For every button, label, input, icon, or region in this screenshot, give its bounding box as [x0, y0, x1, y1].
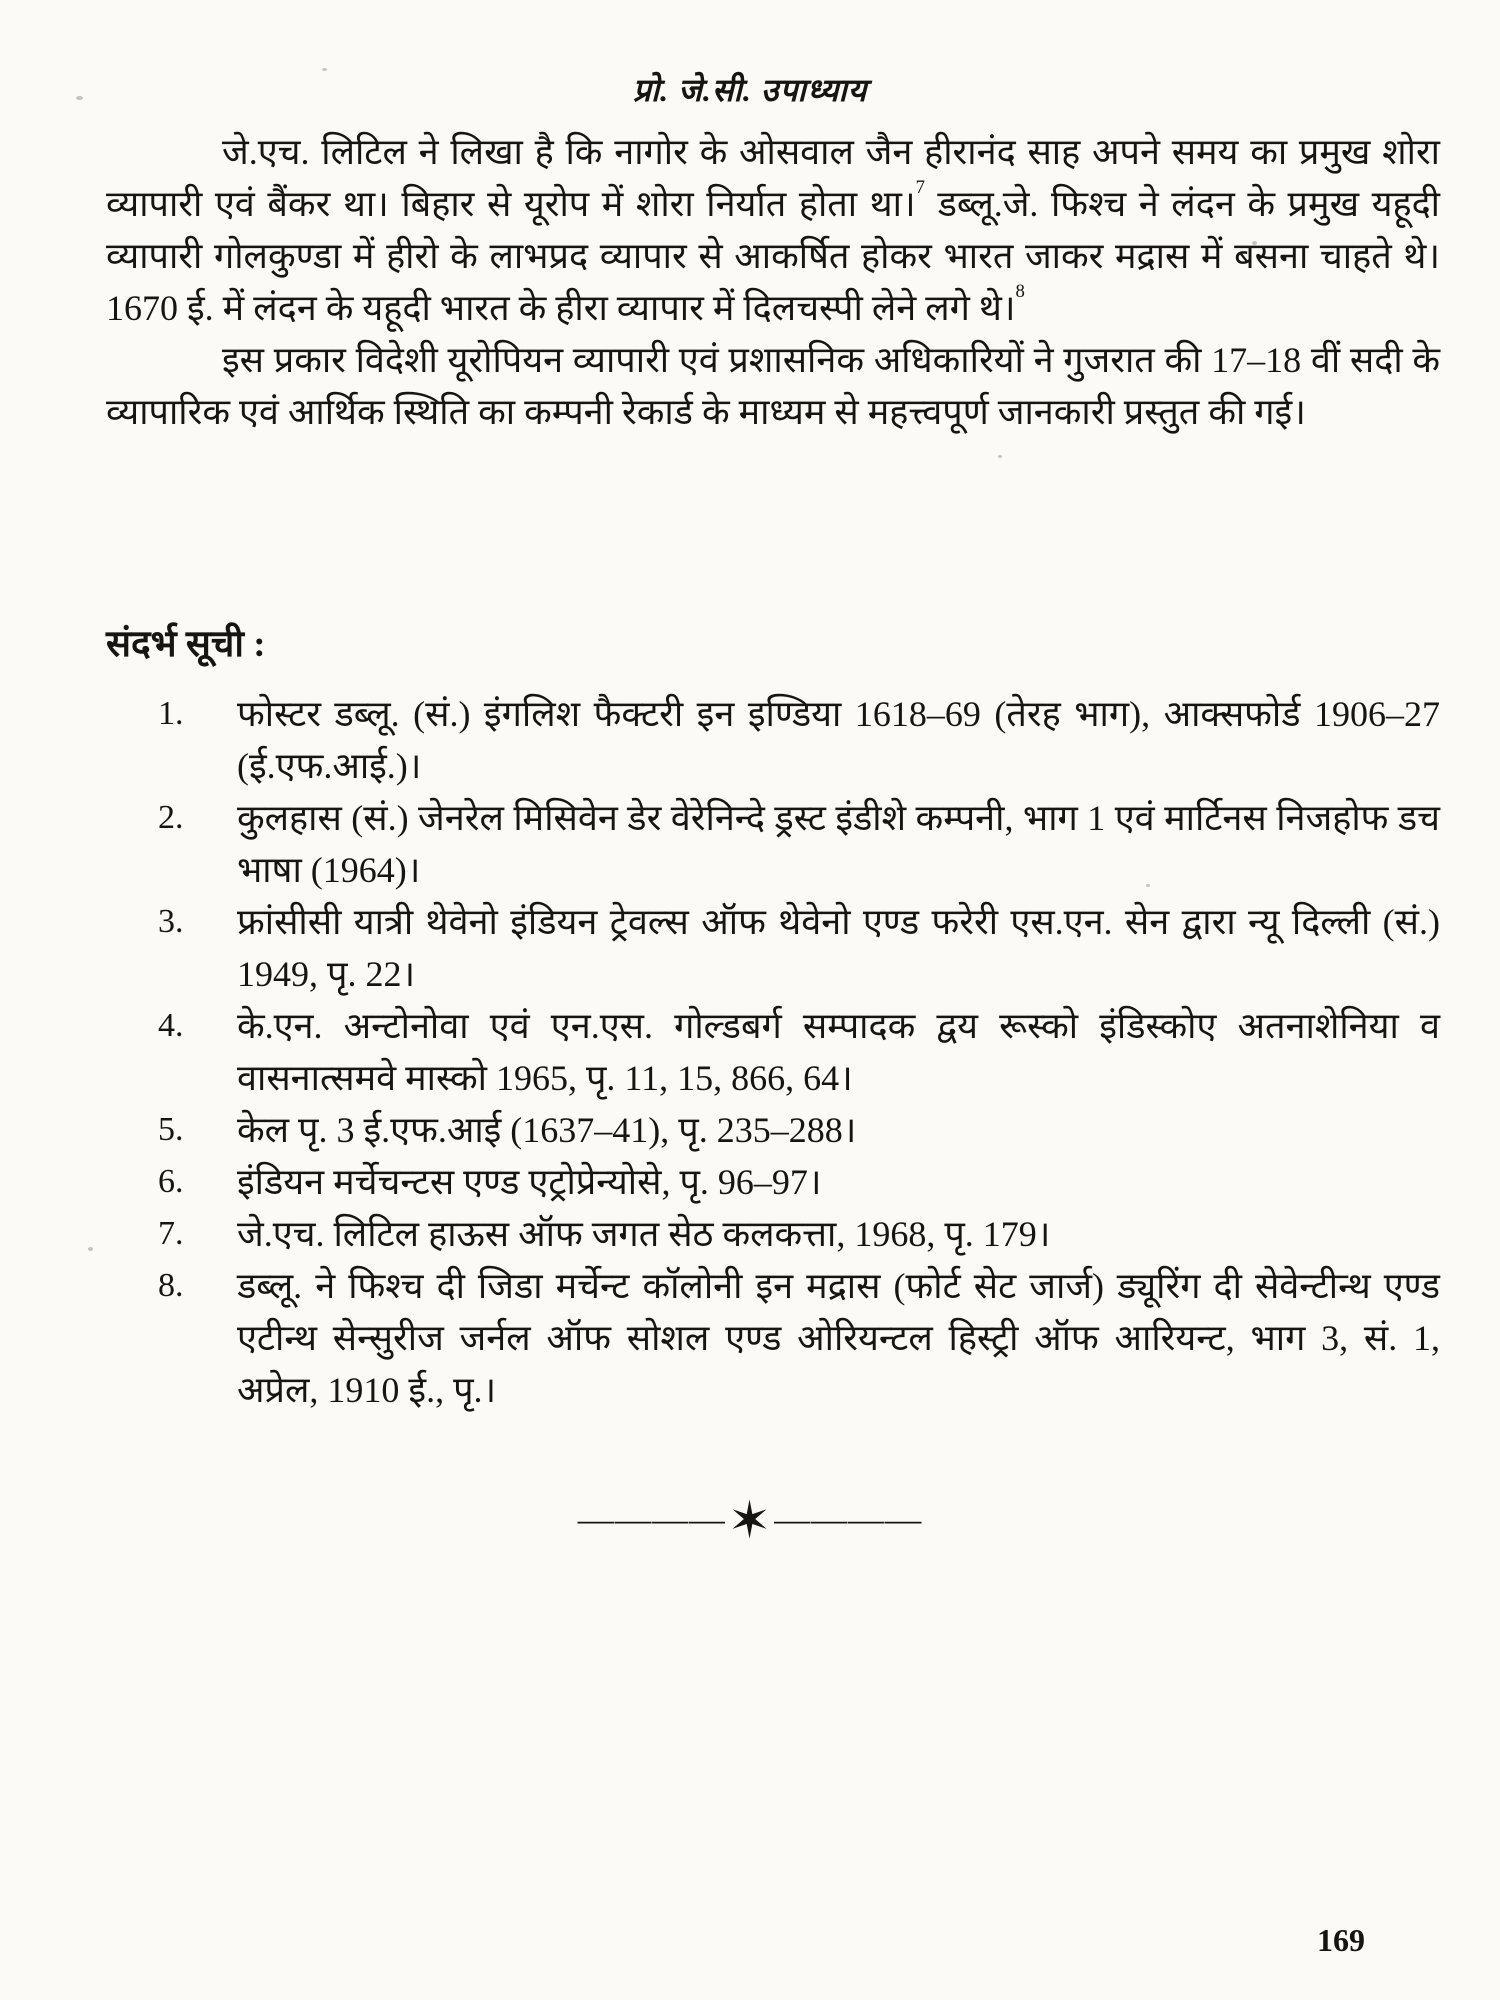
- reference-item: [106, 792, 1440, 896]
- scan-artifact: [998, 455, 1002, 458]
- page-header-author: प्रो. जे.सी. उपाध्याय: [632, 72, 868, 108]
- reference-text: कुलहास (सं.) जेनरेल मिसिवेन डेर वेरेनिन्दे ड्रस्ट इंडीशे कम्पनी, भाग 1 एवं मार्टिनस निजहोफ डच भाषा (1964)।: [237, 798, 1440, 890]
- reference-number: 7.: [158, 1215, 184, 1252]
- footnote-ref-8: 8: [1015, 280, 1025, 302]
- reference-number: 3.: [158, 903, 184, 940]
- paragraph-2: इस प्रकार विदेशी यूरोपियन व्यापारी एवं प्रशासनिक अधिकारियों ने गुजरात की 17–18 वीं सदी के व्यापारिक एवं आर्थिक स्थिति का कम्पनी रेकार्ड के माध्यम से महत्त्वपूर्ण जानकारी प्रस्तुत की गई।: [106, 340, 1440, 432]
- scan-artifact: [88, 1247, 93, 1251]
- paragraph-1-text: डब्लू.जे. फिश्च ने लंदन के प्रमुख यहूदी व्यापारी गोलकुण्डा में हीरो के लाभप्रद व्यापार से आकर्षित होकर भारत जाकर मद्रास में बसना चाहते थे। 1670 ई. में लंदन के यहूदी भारत के हीरा व्यापार में दिलचस्पी लेने लगे थे।: [106, 184, 1441, 328]
- reference-item: [106, 1104, 1440, 1156]
- paragraph-1-text: जे.एच. लिटिल ने लिखा है कि नागोर के ओसवाल जैन हीरानंद साह अपने समय का प्रमुख शोरा व्यापारी एवं बैंकर था। बिहार से यूरोप में शोरा निर्यात होता था।: [106, 132, 1440, 224]
- reference-item: [106, 1156, 1440, 1208]
- reference-item: [106, 1208, 1440, 1260]
- references-heading: संदर्भ सूची :: [106, 624, 266, 665]
- reference-text: केल पृ. 3 ई.एफ.आई (1637–41), पृ. 235–288।: [237, 1110, 857, 1150]
- star-icon: ✶: [727, 1493, 773, 1550]
- reference-number: 8.: [158, 1267, 184, 1304]
- reference-number: 6.: [158, 1163, 184, 1200]
- section-separator: [0, 1493, 1500, 1550]
- page-number: 169: [1317, 1922, 1365, 1958]
- references-list: [106, 688, 1440, 1416]
- separator-dashes-left: ————: [577, 1499, 726, 1539]
- reference-number: 5.: [158, 1111, 184, 1148]
- reference-text: इंडियन मर्चेचन्टस एण्ड एट्रोप्रेन्योसे, पृ. 96–97।: [237, 1162, 822, 1202]
- paragraph-1: [106, 126, 1440, 334]
- separator-dashes-right: ————: [774, 1499, 923, 1539]
- reference-text: जे.एच. लिटिल हाऊस ऑफ जगत सेठ कलकत्ता, 1968, पृ. 179।: [237, 1214, 1051, 1254]
- reference-text: फ्रांसीसी यात्री थेवेनो इंडियन ट्रेवल्स ऑफ थेवेनो एण्ड फरेरी एस.एन. सेन द्वारा न्यू दिल्ली (सं.) 1949, पृ. 22।: [237, 902, 1440, 994]
- reference-item: [106, 688, 1440, 792]
- footnote-ref-7: 7: [915, 176, 925, 198]
- reference-item: [106, 896, 1440, 1000]
- reference-text: डब्लू. ने फिश्च दी जिडा मर्चेन्ट कॉलोनी इन मद्रास (फोर्ट सेट जार्ज) ड्यूरिंग दी सेवेन्टीन्थ एण्ड एटीन्थ सेन्सुरीज जर्नल ऑफ सोशल एण्ड ओरियन्टल हिस्ट्री ऑफ आरियन्ट, भाग 3, सं. 1, अप्रेल, 1910 ई., पृ.।: [237, 1266, 1440, 1410]
- reference-number: 2.: [158, 799, 184, 836]
- body-text-block: [106, 126, 1440, 438]
- reference-number: 4.: [158, 1007, 184, 1044]
- reference-text: के.एन. अन्टोनोवा एवं एन.एस. गोल्डबर्ग सम्पादक द्वय रूस्को इंडिस्कोए अतनाशेनिया व वासनात्समवे मास्को 1965, पृ. 11, 15, 866, 64।: [237, 1006, 1440, 1098]
- reference-number: 1.: [158, 695, 184, 732]
- reference-item: [106, 1000, 1440, 1104]
- reference-text: फोस्टर डब्लू. (सं.) इंगलिश फैक्टरी इन इण्डिया 1618–69 (तेरह भाग), आक्सफोर्ड 1906–27 (ई.एफ.आई.)।: [237, 694, 1440, 786]
- reference-item: [106, 1260, 1440, 1416]
